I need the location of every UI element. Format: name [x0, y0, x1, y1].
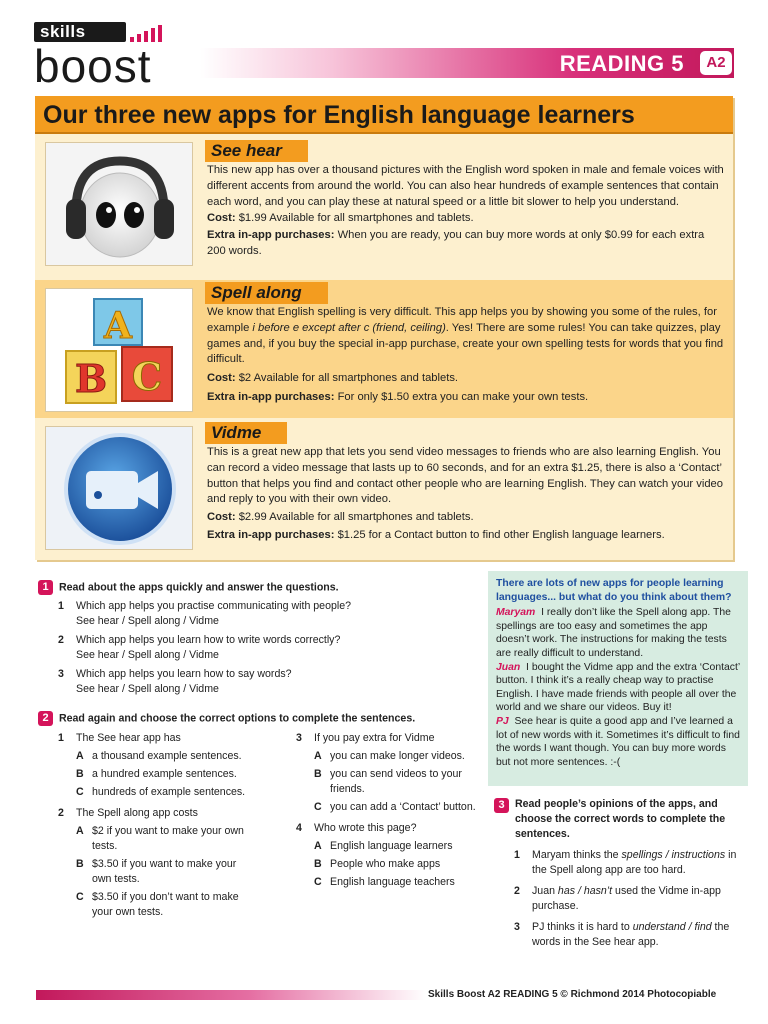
question-number: 3 [296, 732, 302, 744]
option-c[interactable]: C English language teachers [314, 876, 455, 888]
question-text: Who wrote this page? [314, 822, 417, 834]
option-text: you can send videos to your friends. [330, 768, 462, 795]
opinion-text: See hear is quite a good app and I’ve learned a lot of new words with it. Sometimes it’s difficult to find the words I want though. You can buy more words but not more sentences. :-( [496, 715, 740, 768]
option-text: People who make apps [330, 858, 441, 870]
option-text: you can make longer videos. [330, 750, 465, 762]
opinions-intro: There are lots of new apps for people learning languages... but what do you think about them? [496, 578, 732, 603]
exercise-instruction: Read about the apps quickly and answer the questions. [59, 581, 339, 594]
option-text: hundreds of example sentences. [92, 786, 246, 798]
footer-text: Skills Boost A2 READING 5 © Richmond 2014 Photocopiable [428, 989, 717, 1000]
sentence-text: in the Spell along app are too hard. [532, 849, 737, 876]
svg-text:A: A [104, 305, 132, 347]
question-number: 1 [58, 732, 64, 744]
app-name-see-hear: See hear [205, 140, 308, 162]
sentence-text: used the Vidme in-app purchase. [532, 885, 721, 912]
option-c[interactable]: C $3.50 if you don’t want to make your own tests. [76, 890, 258, 920]
app-name-vidme: Vidme [205, 422, 287, 444]
question-text: The Spell along app costs [76, 807, 198, 819]
option-text: $2 if you want to make your own tests. [92, 825, 244, 852]
opinion-author: PJ [496, 715, 509, 727]
app-description: This new app has over a thousand pictures with the English word spoken in male and female voices with different accents from around the world. You can also hear hundreds of example sentences that contain each word, and you can play these at natural speed or a little bit slower to help you understand. [207, 164, 724, 208]
option-a[interactable]: A $2 if you want to make your own tests. [76, 824, 258, 854]
headphones-icon [45, 142, 193, 266]
sentence-number: 3 [514, 921, 520, 933]
option-b[interactable]: B a hundred example sentences. [76, 768, 237, 780]
sentence-choice[interactable]: understand / find [632, 921, 712, 933]
option-a[interactable]: A a thousand example sentences. [76, 750, 242, 762]
question-options: See hear / Spell along / Vidme [76, 615, 219, 628]
option-text: a hundred example sentences. [92, 768, 237, 780]
opinion-item [496, 606, 740, 660]
exercise-2 [38, 711, 478, 726]
extra-value: When you are ready, you can buy more words at only $0.99 for each extra 200 words. [207, 229, 705, 257]
question-number: 4 [296, 822, 302, 834]
question-number: 2 [58, 634, 64, 647]
panel-title: Our three new apps for English language learners [35, 96, 733, 134]
option-text: a thousand example sentences. [92, 750, 242, 762]
reading-label: READING 5 [559, 51, 684, 76]
question-text: Which app helps you practise communicating with people? [76, 600, 351, 613]
exercise-2-column-left [58, 731, 258, 920]
opinion-text: I bought the Vidme app and the extra ‘Contact’ button. I think it’s a really cheap way to practise English. I have made friends with people all over the world and we share our videos. Buy it! [496, 661, 740, 714]
question-text: The See hear app has [76, 732, 181, 744]
question-number: 3 [58, 668, 64, 681]
cost-value: $2.99 Available for all smartphones and tablets. [238, 511, 474, 524]
option-b[interactable]: B People who make apps [314, 858, 441, 870]
sentence-number: 1 [514, 849, 520, 861]
question-item [58, 599, 478, 629]
option-b[interactable]: B $3.50 if you want to make your own tests. [76, 857, 258, 887]
question-item [296, 821, 476, 836]
opinions-box [488, 571, 748, 786]
app-name-spell-along: Spell along [205, 282, 328, 304]
exercise-3 [494, 797, 744, 950]
opinion-author: Juan [496, 661, 521, 673]
apps-panel [35, 96, 733, 560]
question-item [58, 633, 478, 663]
app-description-part1: We know that English spelling is very difficult. This app helps you by showing you some of the rules, for example [207, 306, 717, 334]
opinion-item [496, 715, 740, 769]
question-item [58, 806, 258, 821]
option-a[interactable]: A you can make longer videos. [314, 750, 465, 762]
question-text: If you pay extra for Vidme [314, 732, 435, 744]
sentence-item [514, 848, 744, 878]
app-card-vidme [35, 420, 733, 560]
sentence-item [514, 920, 744, 950]
option-c[interactable]: C you can add a ‘Contact’ button. [314, 801, 476, 813]
option-c[interactable]: C hundreds of example sentences. [76, 786, 246, 798]
cost-value: $1.99 Available for all smartphones and tablets. [238, 212, 474, 225]
app-card-see-hear [35, 136, 733, 278]
sentence-text: the words in the See hear app. [532, 921, 730, 948]
option-text: $3.50 if you don’t want to make your own tests. [92, 891, 239, 918]
exercise-instruction: Read people’s opinions of the apps, and choose the correct words to complete the sentences. [515, 798, 726, 840]
option-text: you can add a ‘Contact’ button. [330, 801, 476, 813]
opinion-text: I really don’t like the Spell along app. The spellings are too easy and sometimes the app doesn’t work. The instructions for making the tests are really difficult to understand. [496, 607, 731, 659]
question-item [58, 731, 258, 746]
exercise-2-column-right [296, 731, 476, 890]
option-text: English language learners [330, 840, 453, 852]
question-item [296, 731, 476, 746]
footer-band [36, 990, 426, 1000]
extra-label: Extra in-app purchases: [207, 528, 335, 541]
app-description: This is a great new app that lets you send video messages to friends who are also learning English. You can record a video message that lasts up to 60 seconds, and for an extra $1.25, there is also a ‘Contact’ button that helps you find and contact other people who are learning English. They can watch your video and reply to you with their own video. [207, 446, 723, 506]
exercise-number-badge: 2 [38, 711, 53, 726]
app-text-see-hear [207, 163, 725, 261]
logo-boost-text: boost [34, 40, 152, 92]
sentence-text: Juan [532, 885, 558, 897]
option-text: English language teachers [330, 876, 455, 888]
svg-text:C: C [131, 354, 163, 399]
sentence-choice[interactable]: spellings / instructions [621, 849, 726, 861]
extra-label: Extra in-app purchases: [207, 390, 335, 403]
extra-value: For only $1.50 extra you can make your own tests. [337, 390, 589, 403]
cost-label: Cost: [207, 212, 236, 225]
exercise-number-badge: 3 [494, 798, 509, 813]
video-camera-icon [45, 426, 193, 550]
cost-label: Cost: [207, 511, 236, 524]
question-number: 2 [58, 807, 64, 819]
question-options: See hear / Spell along / Vidme [76, 683, 219, 696]
option-text: $3.50 if you want to make your own tests. [92, 858, 237, 885]
question-text: Which app helps you learn how to say words? [76, 668, 292, 681]
option-a[interactable]: A English language learners [314, 840, 453, 852]
app-text-spell-along [207, 305, 725, 407]
app-text-vidme [207, 445, 725, 545]
level-badge: A2 [700, 51, 732, 75]
exercise-number-badge: 1 [38, 580, 53, 595]
app-description-example: i before e except after c (friend, ceiling) [252, 321, 446, 334]
question-options: See hear / Spell along / Vidme [76, 649, 219, 662]
opinion-author: Maryam [496, 607, 536, 619]
app-card-spell-along [35, 280, 733, 418]
abc-blocks-icon [45, 288, 193, 412]
question-item [58, 667, 478, 697]
sentence-number: 2 [514, 885, 520, 897]
extra-value: $1.25 for a Contact button to find other English language learners. [337, 528, 665, 541]
extra-label: Extra in-app purchases: [207, 229, 335, 242]
question-number: 1 [58, 600, 64, 613]
option-b[interactable]: B you can send videos to your friends. [314, 767, 476, 797]
app-description-part2: . Yes! There are some rules! You can take quizzes, play games and, if you buy the special in-app purchase, create your own spelling tests for words that you find difficult. [207, 321, 724, 366]
sentence-choice[interactable]: has / hasn’t [557, 885, 613, 897]
cost-value: $2 Available for all smartphones and tablets. [238, 372, 459, 385]
cost-label: Cost: [207, 372, 236, 385]
sentence-text: Maryam thinks the [532, 849, 622, 861]
question-text: Which app helps you learn how to write words correctly? [76, 634, 341, 647]
logo-skills-text: skills [34, 22, 126, 42]
sentence-text: PJ thinks it is hard to [532, 921, 633, 933]
sentence-item [514, 884, 744, 914]
svg-text:B: B [74, 356, 108, 401]
exercise-instruction: Read again and choose the correct options to complete the sentences. [59, 712, 416, 725]
exercise-1 [38, 580, 478, 697]
opinion-item [496, 661, 740, 715]
